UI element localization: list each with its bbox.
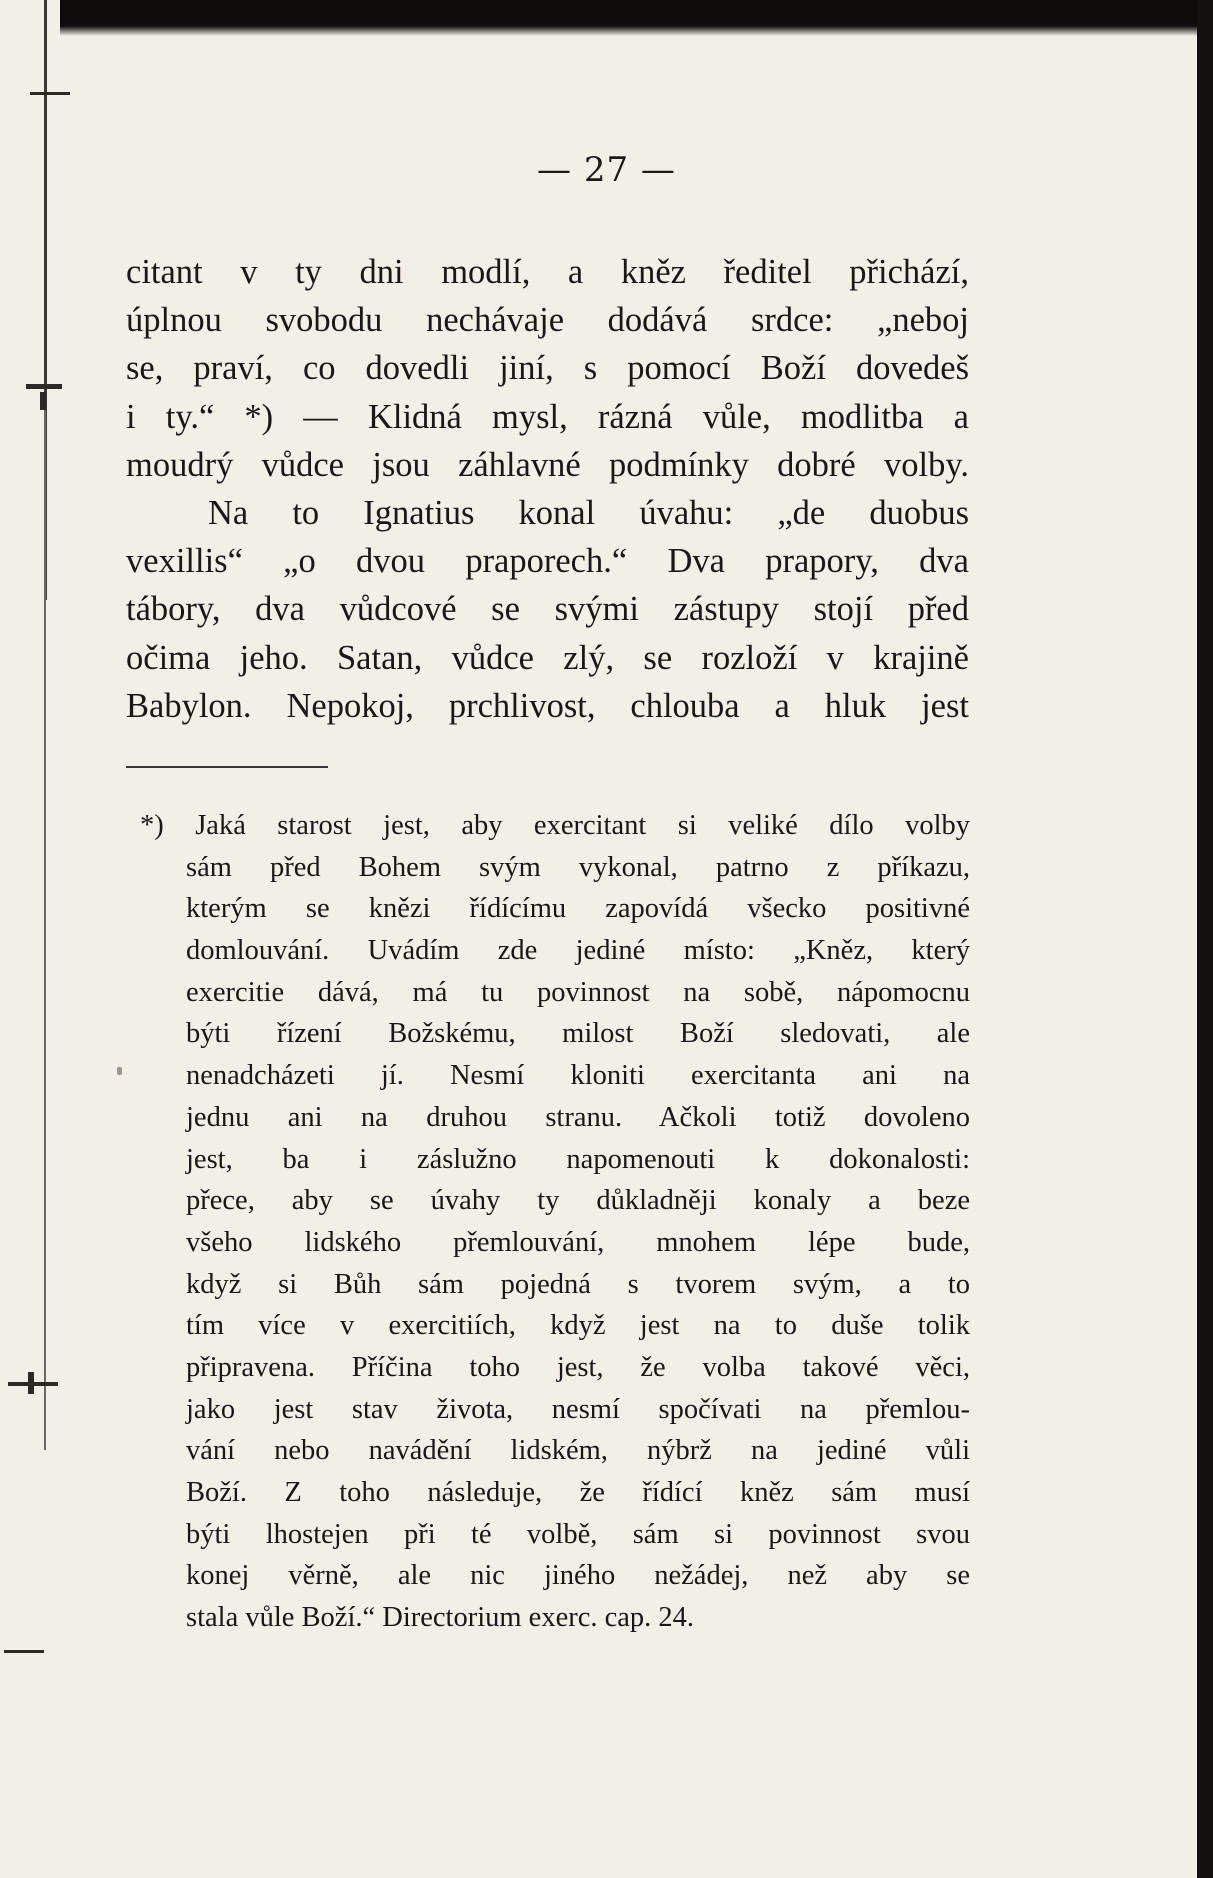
footnote-line: domlouvání. Uvádím zde jediné místo: „Kněz, který	[186, 935, 970, 967]
footnote-line: Boží. Z toho následuje, že řídící kněz sám musí	[186, 1477, 970, 1508]
footnote-line: tím více v exercitiích, když jest na to duše tolik	[186, 1310, 970, 1342]
scan-right-border	[1197, 0, 1213, 1878]
binding-mark	[4, 1650, 44, 1653]
binding-mark	[26, 384, 62, 389]
footnote-line: exercitie dává, má tu povinnost na sobě, nápomocnu	[186, 976, 970, 1008]
footnote-line: konej věrně, ale nic jiného nežádej, než aby se	[186, 1560, 970, 1592]
footnote-line: všeho lidského přemlouvání, mnohem lépe bude,	[186, 1226, 970, 1258]
footnote-line: býti řízení Božskému, milost Boží sledovati, ale	[186, 1018, 970, 1050]
text-line: citant v ty dni modlí, a kněz ředitel přichází,	[126, 253, 969, 291]
footnote-line: když si Bůh sám pojedná s tvorem svým, a to	[186, 1268, 970, 1300]
text-line: Na to Ignatius konal úvahu: „de duobus	[208, 493, 969, 532]
text-line: i ty.“ *) — Klidná mysl, rázná vůle, modlitba a	[126, 397, 969, 436]
text-line: Babylon. Nepokoj, prchlivost, chlouba a hluk jest	[126, 686, 969, 725]
footnote-line: stala vůle Boží.“ Directorium exerc. cap. 24.	[186, 1602, 695, 1634]
scan-top-left-margin	[0, 0, 60, 40]
footnote-line: vání nebo navádění lidském, nýbrž na jediné vůli	[186, 1435, 970, 1467]
footnote-divider	[126, 766, 328, 768]
binding-mark	[40, 392, 46, 410]
text-line: vexillis“ „o dvou praporech.“ Dva prapory, dva	[126, 542, 969, 581]
footnote-line: nenadcházeti jí. Nesmí kloniti exercitanta ani na	[186, 1060, 970, 1092]
footnote-line: sám před Bohem svým vykonal, patrno z příkazu,	[186, 851, 970, 883]
scan-speck	[117, 1067, 122, 1075]
footnote-line: jednu ani na druhou stranu. Ačkoli totiž dovoleno	[186, 1101, 970, 1133]
text-line: moudrý vůdce jsou záhlavné podmínky dobré volby.	[126, 445, 969, 484]
footnote-line: jest, ba i záslužno napomenouti k dokonalosti:	[186, 1143, 970, 1175]
binding-mark	[30, 92, 70, 95]
text-line: tábory, dva vůdcové se svými zástupy stojí před	[126, 590, 969, 629]
footnote-line: přece, aby se úvahy ty důkladněji konaly a beze	[186, 1185, 970, 1217]
text-line: očima jeho. Satan, vůdce zlý, se rozloží v krajině	[126, 638, 969, 677]
text-line: úplnou svobodu nechávaje dodává srdce: „neboj	[126, 301, 969, 340]
footnote	[140, 805, 970, 1639]
footnote-line: *) Jaká starost jest, aby exercitant si veliké dílo volby	[140, 810, 970, 841]
footnote-line: připravena. Příčina toho jest, že volba takové věci,	[186, 1351, 970, 1383]
main-text	[126, 248, 969, 730]
scan-top-border	[0, 0, 1213, 36]
page-number: — 27 —	[537, 150, 676, 190]
text-line: se, praví, co dovedli jiní, s pomocí Boží dovedeš	[126, 349, 969, 388]
footnote-line: býti lhostejen při té volbě, sám si povinnost svou	[186, 1518, 970, 1550]
binding-mark	[28, 1372, 34, 1394]
binding-line-lower	[44, 400, 46, 1450]
footnote-line: jako jest stav života, nesmí spočívati na přemlou-	[186, 1393, 970, 1425]
footnote-line: kterým se knězi řídícímu zapovídá všecko positivné	[186, 893, 970, 925]
